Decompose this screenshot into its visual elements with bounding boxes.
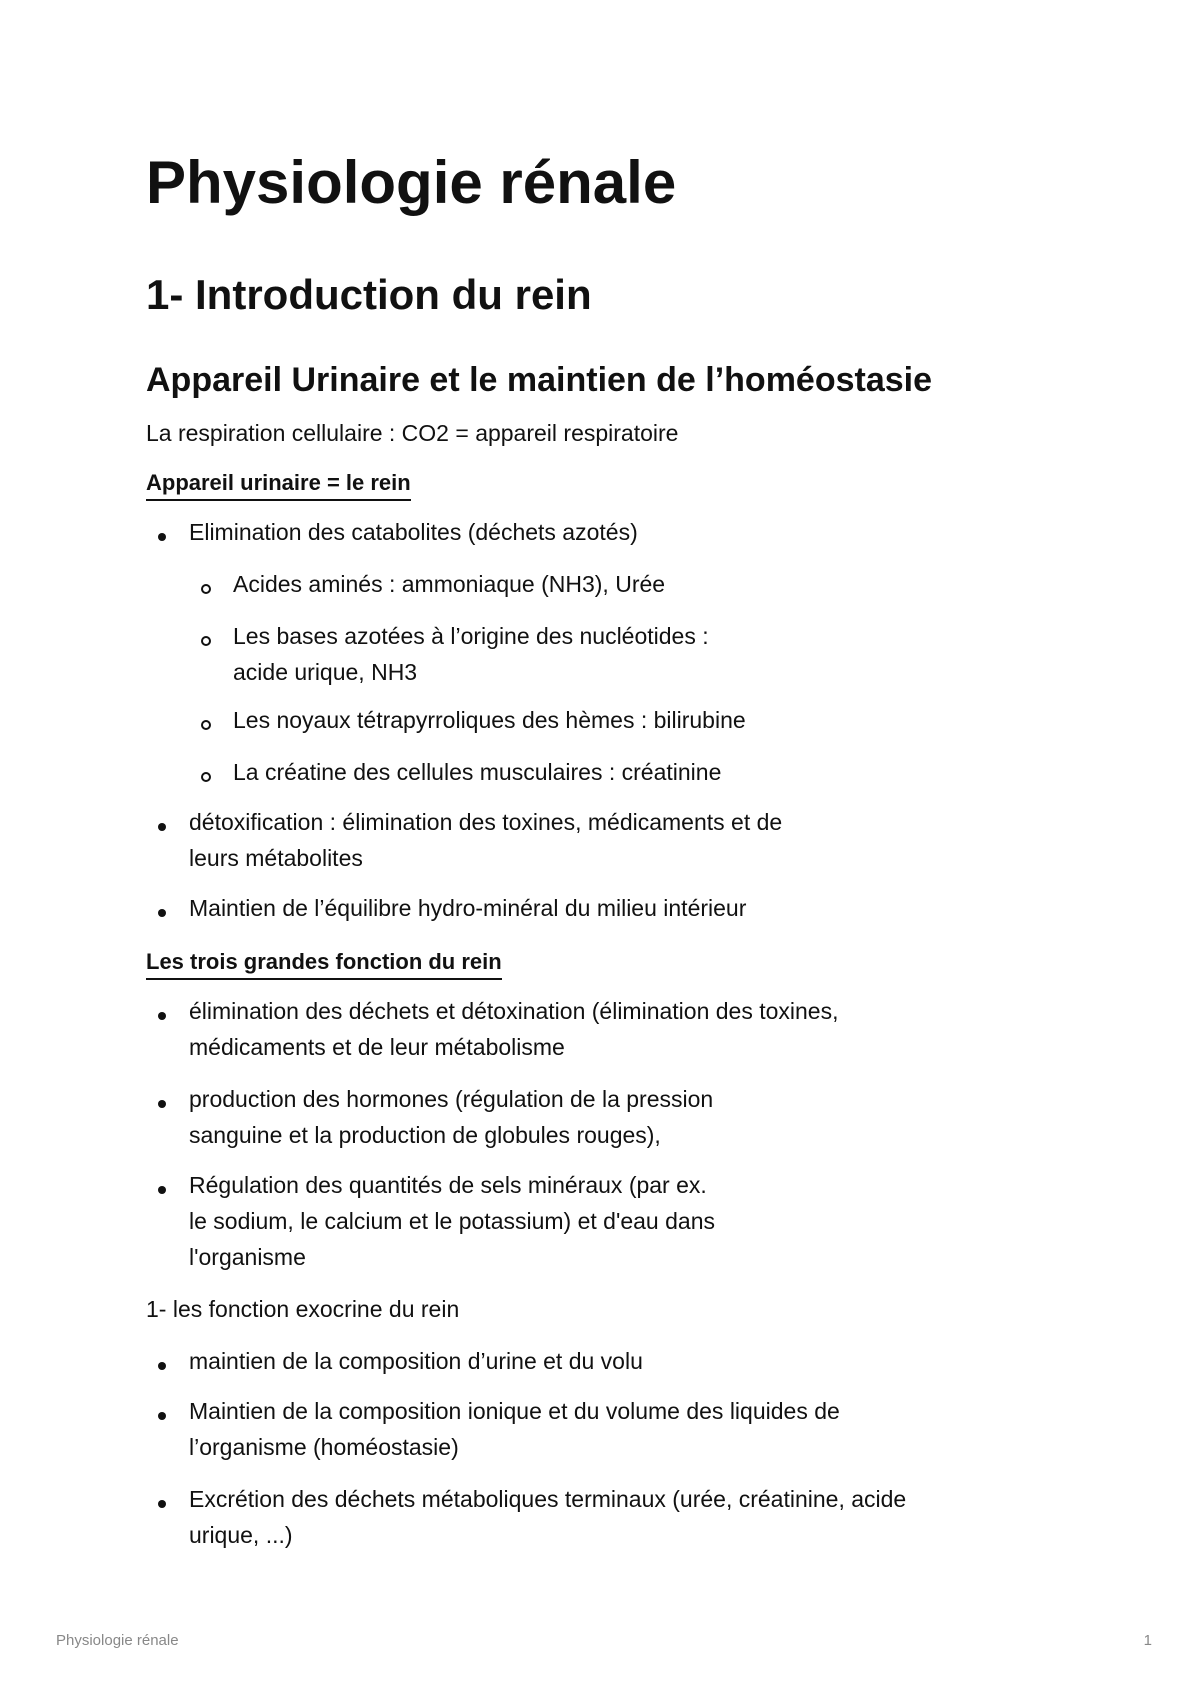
section-heading: 1- Introduction du rein: [146, 271, 592, 318]
intro-line: La respiration cellulaire : CO2 = appareil respiratoire: [146, 420, 679, 446]
bullet-icon: [158, 823, 166, 831]
list-item-line: acide urique, NH3: [233, 659, 418, 685]
bullet-icon: [158, 1186, 166, 1194]
block3-heading: 1- les fonction exocrine du rein: [146, 1296, 460, 1322]
list-item: Maintien de l’équilibre hydro-minéral du milieu intérieur: [189, 895, 747, 921]
list-item-line: Régulation des quantités de sels minéraux (par ex.: [189, 1172, 707, 1198]
list-item-line: l’organisme (homéostasie): [189, 1434, 459, 1460]
bullet-icon: [158, 533, 166, 541]
list-item: maintien de la composition d’urine et du volu: [189, 1348, 643, 1374]
block1-heading: Appareil urinaire = le rein: [146, 468, 411, 501]
footer-document-title: Physiologie rénale: [56, 1632, 179, 1649]
list-item-line: production des hormones (régulation de la pression: [189, 1086, 714, 1112]
subsection-heading: Appareil Urinaire et le maintien de l’homéostasie: [146, 361, 933, 399]
list-item: Acides aminés : ammoniaque (NH3), Urée: [233, 571, 666, 597]
bullet-icon: [158, 1362, 166, 1370]
list-item-line: sanguine et la production de globules rouges),: [189, 1122, 661, 1148]
hollow-bullet-icon: [201, 636, 211, 646]
list-item-line: détoxification : élimination des toxines, médicaments et de: [189, 809, 783, 835]
hollow-bullet-icon: [201, 584, 211, 594]
list-item: Elimination des catabolites (déchets azotés): [189, 519, 638, 545]
list-item-line: médicaments et de leur métabolisme: [189, 1034, 565, 1060]
list-item-line: l'organisme: [189, 1244, 306, 1270]
block2-heading: Les trois grandes fonction du rein: [146, 947, 502, 980]
list-item-line: Maintien de la composition ionique et du volume des liquides de: [189, 1398, 840, 1424]
bullet-icon: [158, 1100, 166, 1108]
footer-page-number: 1: [1143, 1632, 1152, 1649]
document-title: Physiologie rénale: [146, 149, 677, 216]
list-item-line: le sodium, le calcium et le potassium) et d'eau dans: [189, 1208, 715, 1234]
list-item: Les noyaux tétrapyrroliques des hèmes : bilirubine: [233, 707, 746, 733]
hollow-bullet-icon: [201, 772, 211, 782]
list-item-line: élimination des déchets et détoxination (élimination des toxines,: [189, 998, 839, 1024]
bullet-icon: [158, 909, 166, 917]
bullet-icon: [158, 1012, 166, 1020]
list-item: La créatine des cellules musculaires : créatinine: [233, 759, 722, 785]
list-item-line: Excrétion des déchets métaboliques terminaux (urée, créatinine, acide: [189, 1486, 907, 1512]
bullet-icon: [158, 1412, 166, 1420]
list-item-line: Les bases azotées à l’origine des nucléotides :: [233, 623, 709, 649]
hollow-bullet-icon: [201, 720, 211, 730]
list-item-line: leurs métabolites: [189, 845, 363, 871]
list-item-line: urique, ...): [189, 1522, 293, 1548]
bullet-icon: [158, 1500, 166, 1508]
